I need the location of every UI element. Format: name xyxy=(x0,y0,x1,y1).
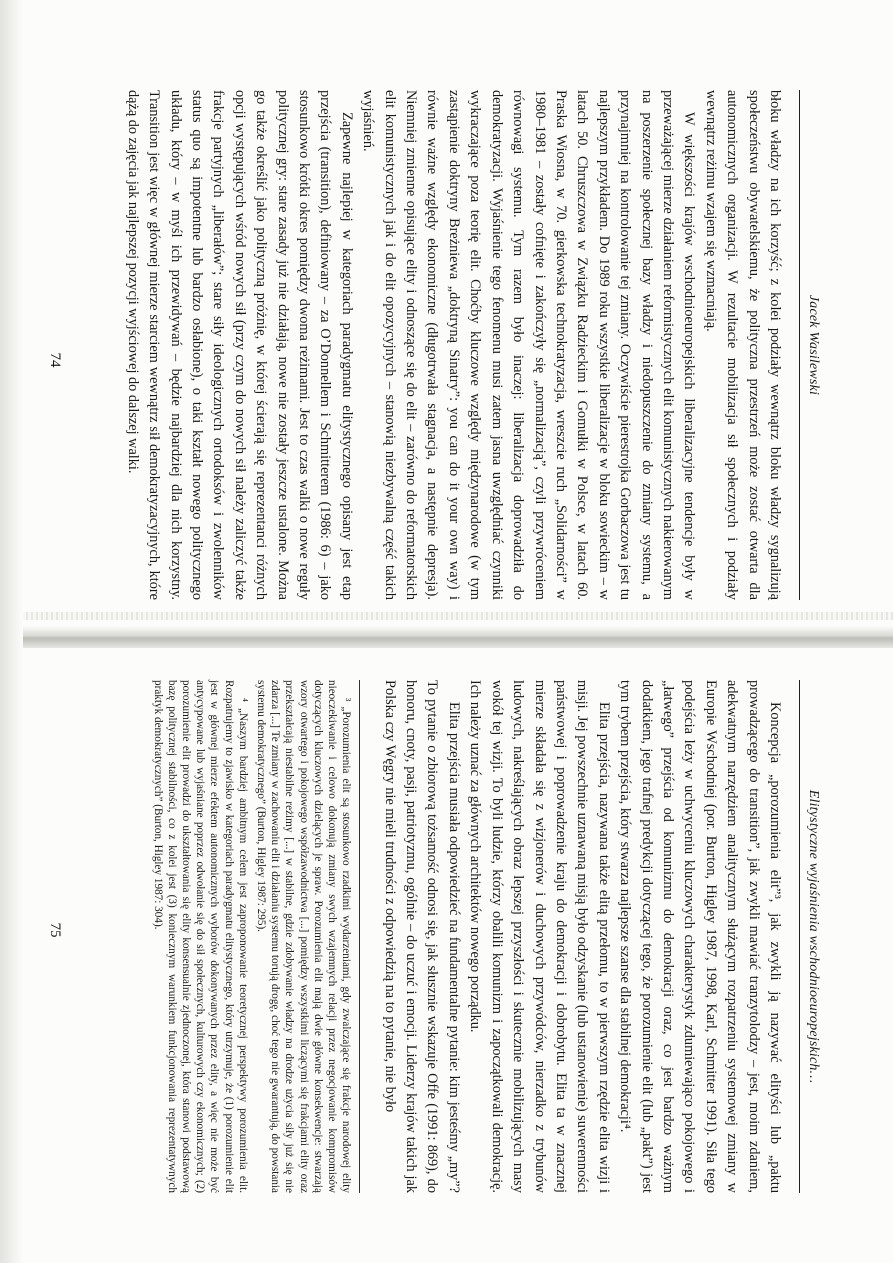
right-paragraph-2: Elita przejścia, nazywana także elitą przełomu, to w pierwszym rzędzie elita wizji i misji. Jej powszechnie uznawaną misją było odzyskanie (lub ustanowienie) suwerenności państwowej i poprowadzenie kraju do demokracji i dobrobytu. Elita ta w znacznej mierze składała się z wizjonerów i duchowych przywódców, nierzadko z trybunów ludowych, nakreślających obraz lepszej przyszłości i skutecznie mobilizujących masy wokół tej wizji. To byli ludzie, którzy obalili komunizm i zapoczątkowali demokrację. Ich należy uznać za głównych architektów nowego porządku. xyxy=(467,680,612,1193)
footnotes xyxy=(150,680,360,1193)
left-page-body xyxy=(121,90,785,600)
footnote-3: ³ „Porozumienia elit są stosunkowo rzadkimi wydarzeniami, gdy zwalczające się frakcje narodowej elity nieoczekiwanie i celowo dokonują zmiany swych wzajemnych relacji przez negocjowanie kompromisów dotyczących kluczowych dzielących je spraw. Porozumienia elit mają dwie główne konsekwencje: stwarzają wzory otwartego i pokojowego współzawodnictwa [...] pomiędzy wszystkimi liczącymi się frakcjami elity oraz przekształcają niestabilne reżimy [...] w stabilne, gdzie zdobywanie władzy na drodze użycia siły już się nie zdarza [...] Te zmiany w zachowaniu elit i działaniu systemu torują drogę, choć tego nie gwarantują, do powstania systemu demokratycznego” (Burton, Higley 1987: 295). xyxy=(255,680,353,1193)
right-paragraph-3: Elita przejścia musiała odpowiedzieć na fundamentalne pytanie: kim jesteśmy „my”? To pytanie o zbiorową tożsamość odnosi się, jak słusznie wskazuje Offe (1991: 869), do honoru, cnoty, pasji, patriotyzmu, ogólnie – do uczuć i emocji. Liderzy krajów takich jak Polska czy Węgry nie mieli trudności z odpowiedzią na to pytanie, nie było xyxy=(381,680,462,1193)
footnote-4: ⁴ „Naszym bardziej ambitnym celem jest zaproponowanie teoretycznej perspektywy porozumienia elit. Rozpatrujemy to zjawisko w kategoriach paradygmatu elitystycznego, który utrzymuje, że (1) porozumienie elit jest w głównej mierze efektem autonomicznych wyborów dokonywanych przez elity, a więc nie może być antycypowane lub wyjaśniane poprzez odwołanie się do sił społecznych, kulturowych czy ekonomicznych; (2) porozumienie elit prowadzi do ukształtowania się elity konsensualnie zjednoczonej, która stanowi podstawową bazę politycznej stabilności, co z kolei jest (3) koniecznym warunkiem funkcjonowania reprezentatywnych praktyk demokratycznych” (Burton, Higley 1987: 304). xyxy=(151,680,249,1193)
left-paragraph-2: W większości krajów wschodnioeuropejskich liberalizacyjne tendencje były w przeważającej mierze działaniem reformistycznych elit komunistycznych nakierowanym na poszerzenie społecznej bazy władzy i niedopuszczenie do zmiany systemu, a przynajmniej na kontrolowanie tej zmiany. Oczywiście pierestrojka Gorbaczowa jest tu najlepszym przykładem. Do 1989 roku wszystkie liberalizacje w bloku sowieckim – w latach 50. Chruszczowa w Związku Radzieckim i Gomułki w Polsce, w latach 60. Praska Wiosna, w 70. gierkowska technokratyzacja, wreszcie ruch „Solidarności” w 1980–1981 – zostały cofnięte i zakończyły się „normalizacją”, czyli przywróceniem równowagi systemu. Tym razem było inaczej: liberalizacja doprowadziła do demokratyzacji. Wyjaśnienie tego fenomenu musi zatem jasna uwzględniać czynniki wykraczające poza teorię elit. Choćby kluczowe względy międzynarodowe (w tym zastąpienie doktryny Breżniewa „doktryną Sinatry”: you can do it your own way) i równie ważne względy ekonomiczne (długotrwała stagnacja, a następnie depresja). Niemniej zmienne opisujące elity i odnoszące się do elit – zarówno do reformatorskich elit komunistycznych jak i do elit opozycyjnych – stanowią niezbywalną część takich wyjaśnień. xyxy=(360,90,698,600)
right-page-body xyxy=(378,680,785,1193)
left-running-head: Jacek Wasilewski xyxy=(799,90,821,600)
page-edge-shadow xyxy=(0,0,23,1263)
left-paragraph-1: błoku władzy na ich korzyść; z kolei podziały wewnątrz bloku władzy sygnalizują społeczeństwu obywatelskiemu, że polityczna przestrzeń może zostać otwarta dla autonomicznych organizacji. W rezultacie mobilizacja sił społecznych i podziały wewnątrz reżimu wzajem się wzmacniają. xyxy=(702,90,783,600)
left-paragraph-3: Zapewne najlepiej w kategoriach paradygmatu elitystycznego opisany jest etap przejścia (transition), definiowany – za O’Donnellem i Schmitterem (1986: 6) – jako stosunkowo krótki okres pomiędzy dwoma reżimami. Jest to czas walki o nowe reguły politycznej gry: stare zasady już nie działają, nowe nie zostały jeszcze ustalone. Można go także określić jako polityczną próżnię, w której ścierają się reprezentanci różnych opcji występujących wśród nowych sił (przy czym do nowych sił należy zaliczyć także frakcje partyjnych „liberałów”; stare siły ideologicznych ortodoksów i zwolenników status quo są impotentne lub bardzo osłabione), o taki kształt nowego politycznego układu, który – w myśl ich przewidywań – będzie najbardziej dla nich korzystny. Transition jest więc w głównej mierze starciem wewnątrz sił demokratyzacyjnych, które dążą do zajęcia jak najlepszej pozycji wyjściowej do dalszej walki. xyxy=(124,90,355,600)
right-paragraph-1: Koncepcja „porozumienia elit”³, jak zwykli ją nazywać elityści lub „paktu prowadzącego do transition”, jak zwykli mawiać tranzytolodzy – jest, moim zdaniem, adekwatnym narzędziem analitycznym służącym rozpatrzeniu systemowej zmiany w Europie Wschodniej (por. Burton, Higley 1987, 1998, Karl, Schmitter 1991). Siła tego podejścia leży w uchwyceniu kluczowych charakterystyk zdumiewająco pokojowego i „łatwego” przejścia od komunizmu do demokracji oraz, co jest bardzo ważnym dodatkiem, jego trafnej predykcji dotyczącej tego, że porozumienie elit (lub „pakt”) jest tym trybem przejścia, który stwarza najlepsze szanse dla stabilnej demokracji⁴. xyxy=(617,680,783,1193)
right-running-head: Elitystyczne wyjaśnienia wschodnioeuropejskich… xyxy=(799,680,821,1193)
right-page-number: 75 xyxy=(47,922,63,938)
scan-noise xyxy=(0,612,893,620)
left-page-number: 74 xyxy=(47,352,63,368)
right-page xyxy=(0,640,893,1263)
